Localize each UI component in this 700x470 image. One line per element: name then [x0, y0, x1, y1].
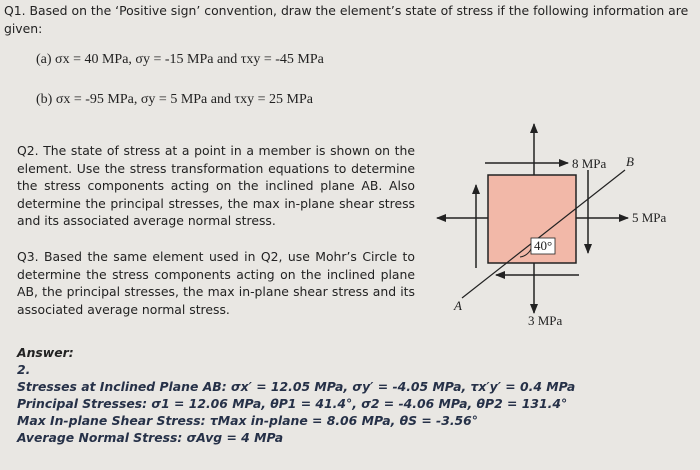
- question-1-part-a: (a) σx = 40 MPa, σy = -15 MPa and τxy = -45 MPa: [36, 52, 324, 67]
- label-shear-stress: 8 MPa: [572, 156, 607, 171]
- question-1-part-b: (b) σx = -95 MPa, σy = 5 MPa and τxy = 25 MPa: [36, 92, 313, 107]
- answer-line-max-shear: Max In-plane Shear Stress: τMax in-plane = 8.06 MPa, θS = -3.56°: [17, 413, 478, 428]
- answer-number: 2.: [17, 362, 31, 377]
- label-x-stress: 5 MPa: [632, 210, 667, 225]
- label-point-a: A: [454, 298, 462, 313]
- answer-line-inclined-plane: Stresses at Inclined Plane AB: σx′ = 12.05 MPa, σy′ = -4.05 MPa, τx′y′ = 0.4 MPa: [17, 379, 576, 394]
- answer-line-average: Average Normal Stress: σAvg = 4 MPa: [17, 430, 284, 445]
- answer-line-principal: Principal Stresses: σ1 = 12.06 MPa, θP1 = 41.4°, σ2 = -4.06 MPa, θP2 = 131.4°: [17, 396, 568, 411]
- answer-title: Answer:: [17, 345, 74, 360]
- label-y-stress: 3 MPa: [528, 313, 563, 328]
- label-angle: 40°: [534, 238, 553, 253]
- question-3-text: Q3. Based the same element used in Q2, use Mohr’s Circle to determine the stress components acting on the inclined plane AB, the principal stresses, the max in-plane shear stress and its associated average normal stress.: [17, 249, 415, 317]
- question-1-text: Q1. Based on the ‘Positive sign’ convention, draw the element’s state of stress if the following information are given:: [4, 3, 689, 36]
- label-point-b: B: [626, 154, 634, 169]
- question-2-text: Q2. The state of stress at a point in a member is shown on the element. Use the stress transformation equations to determine the stress components acting on the inclined plane AB. Also determine the principal stresses, the max in-plane shear stress and its associated average normal stress.: [17, 143, 415, 228]
